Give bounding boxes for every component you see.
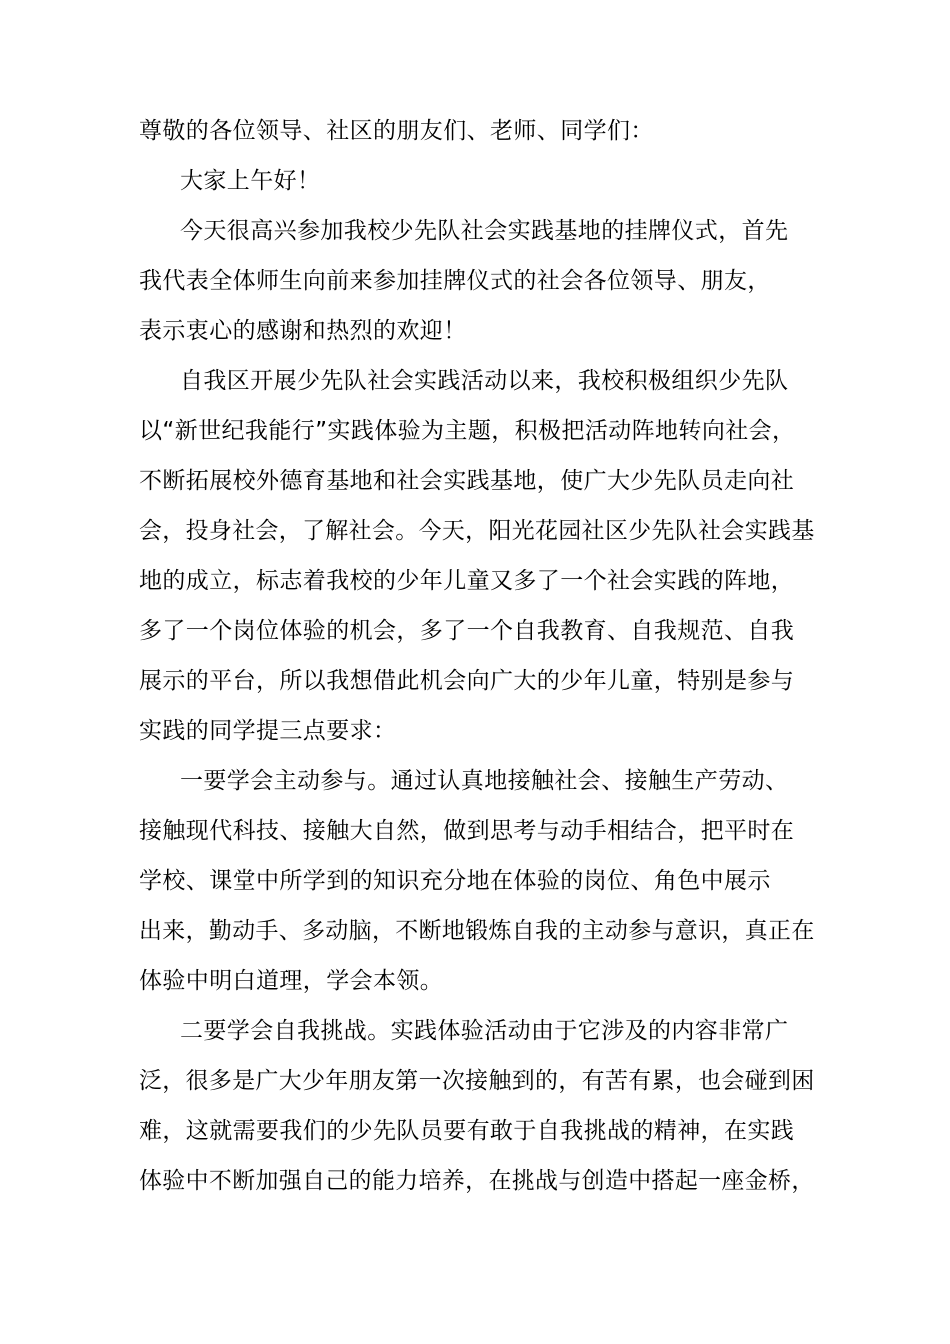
text-line: 地的成立，标志着我校的少年儿童又多了一个社会实践的阵地，	[139, 568, 795, 594]
text-line: 二要学会自我挑战。实践体验活动由于它涉及的内容非常广	[180, 1018, 789, 1044]
text-line: 不断拓展校外德育基地和社会实践基地，使广大少先队员走向社	[139, 468, 795, 494]
text-line: 一要学会主动参与。通过认真地接触社会、接触生产劳动、	[180, 768, 789, 794]
text-line: 展示的平台，所以我想借此机会向广大的少年儿童，特别是参与	[139, 668, 795, 694]
text-line: 体验中明白道理，学会本领。	[139, 968, 444, 994]
text-line: 难，这就需要我们的少先队员要有敢于自我挑战的精神，在实践	[139, 1118, 795, 1144]
text-line: 实践的同学提三点要求：	[139, 718, 397, 744]
text-line: 泛，很多是广大少年朋友第一次接触到的，有苦有累，也会碰到困	[139, 1068, 815, 1094]
text-line: 以“新世纪我能行”实践体验为主题，积极把活动阵地转向社会，	[139, 418, 796, 444]
greeting: 大家上午好！	[180, 168, 321, 194]
text-line: 我代表全体师生向前来参加挂牌仪式的社会各位领导、朋友，	[139, 268, 771, 294]
text-line: 自我区开展少先队社会实践活动以来，我校积极组织少先队	[180, 368, 789, 394]
text-line: 会，投身社会，了解社会。今天，阳光花园社区少先队社会实践基	[139, 518, 815, 544]
text-line: 体验中不断加强自己的能力培养，在挑战与创造中搭起一座金桥，	[139, 1168, 815, 1194]
text-line: 多了一个岗位体验的机会，多了一个自我教育、自我规范、自我	[139, 618, 795, 644]
salutation: 尊敬的各位领导、社区的朋友们、老师、同学们：	[139, 118, 654, 144]
text-line: 今天很高兴参加我校少先队社会实践基地的挂牌仪式，首先	[180, 218, 789, 244]
text-line: 接触现代科技、接触大自然，做到思考与动手相结合，把平时在	[139, 818, 795, 844]
text-line: 表示衷心的感谢和热烈的欢迎！	[139, 318, 467, 344]
text-line: 学校、课堂中所学到的知识充分地在体验的岗位、角色中展示	[139, 868, 771, 894]
text-line: 出来，勤动手、多动脑，不断地锻炼自我的主动参与意识，真正在	[139, 918, 815, 944]
